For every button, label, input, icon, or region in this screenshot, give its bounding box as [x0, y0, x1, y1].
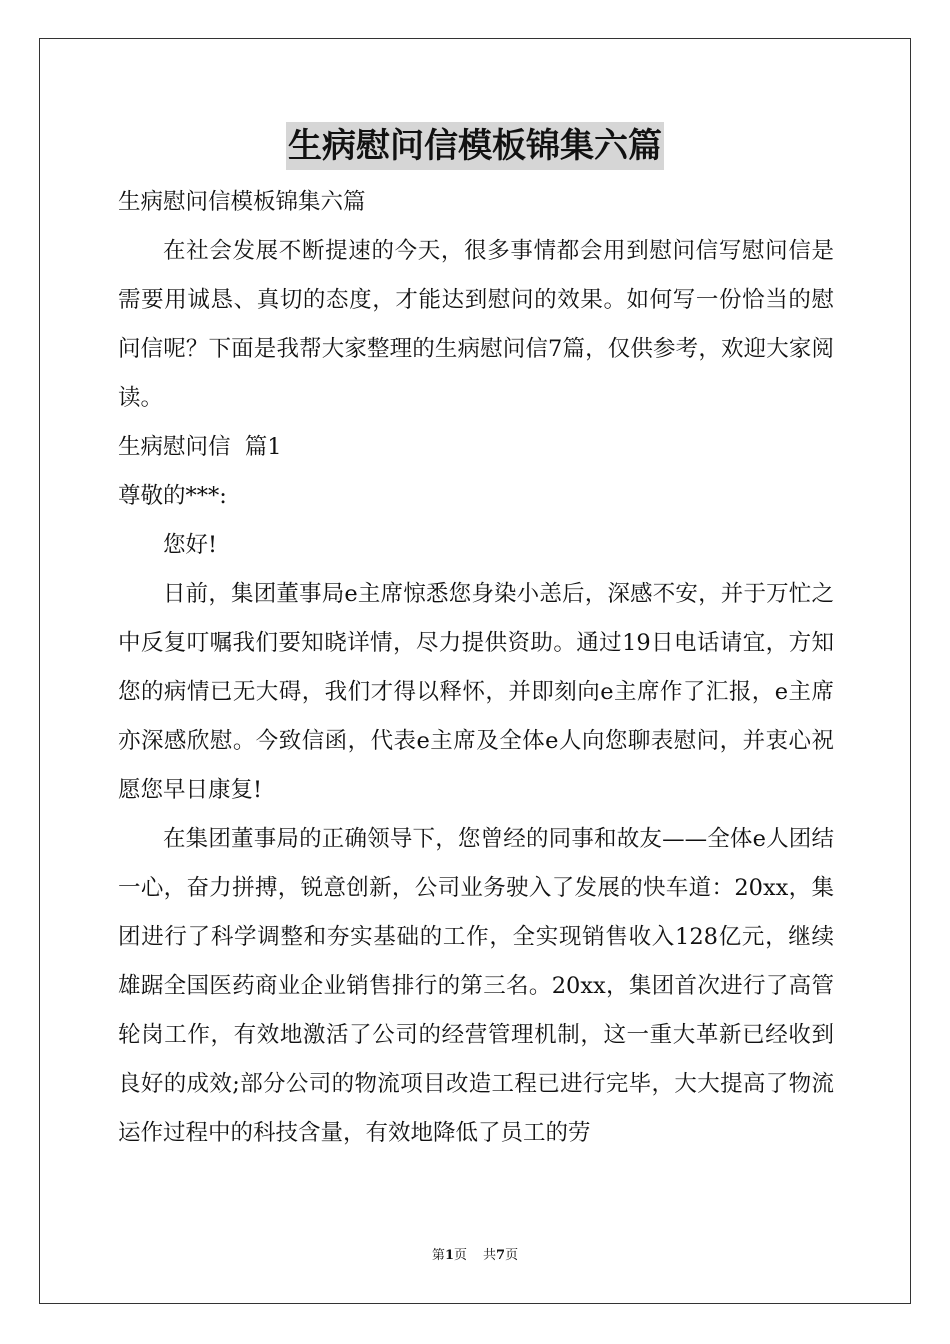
page-footer — [0, 1247, 950, 1265]
total-prefix: 共 — [483, 1248, 497, 1263]
section-heading: 生病慰问信 篇1 — [118, 434, 282, 460]
greeting: 您好! — [163, 532, 218, 558]
body-paragraph: 日前，集团董事局e主席惊悉您身染小恙后，深感不安，并于万忙之中反复叮嘱我们要知晓详情，尽力提供资助。通过19日电话请宜，方知您的病情已无大碍，我们才得以释怀，并即刻向e主席作了汇报，e主席亦深感欣慰。今致信函，代表e主席及全体e人向您聊表慰问，并衷心祝愿您早日康复! — [118, 581, 834, 803]
total-pages: 7 — [496, 1248, 506, 1263]
document-title: 生病慰问信模板锦集六篇 — [286, 122, 664, 170]
title-container — [0, 122, 950, 170]
page-suffix: 页 — [453, 1248, 467, 1263]
document-subtitle: 生病慰问信模板锦集六篇 — [118, 189, 366, 215]
intro-paragraph: 在社会发展不断提速的今天，很多事情都会用到慰问信写慰问信是需要用诚恳、真切的态度，才能达到慰问的效果。如何写一份恰当的慰问信呢？下面是我帮大家整理的生病慰问信7篇，仅供参考，欢迎大家阅读。 — [118, 238, 834, 411]
document-body — [118, 178, 834, 1158]
salutation: 尊敬的***: — [118, 483, 227, 509]
body-paragraph: 在集团董事局的正确领导下，您曾经的同事和故友——全体e人团结一心，奋力拼搏，锐意创新，公司业务驶入了发展的快车道：20xx，集团进行了科学调整和夯实基础的工作，全实现销售收入128亿元，继续雄踞全国医药商业企业销售排行的第三名。20xx，集团首次进行了高管轮岗工作，有效地激活了公司的经营管理机制，这一重大革新已经收到良好的成效;部分公司的物流项目改造工程已进行完毕，大大提高了物流运作过程中的科技含量，有效地降低了员工的劳 — [118, 826, 834, 1146]
page-number: 1 — [444, 1248, 454, 1263]
total-suffix: 页 — [505, 1248, 519, 1263]
page-prefix: 第 — [431, 1248, 445, 1263]
